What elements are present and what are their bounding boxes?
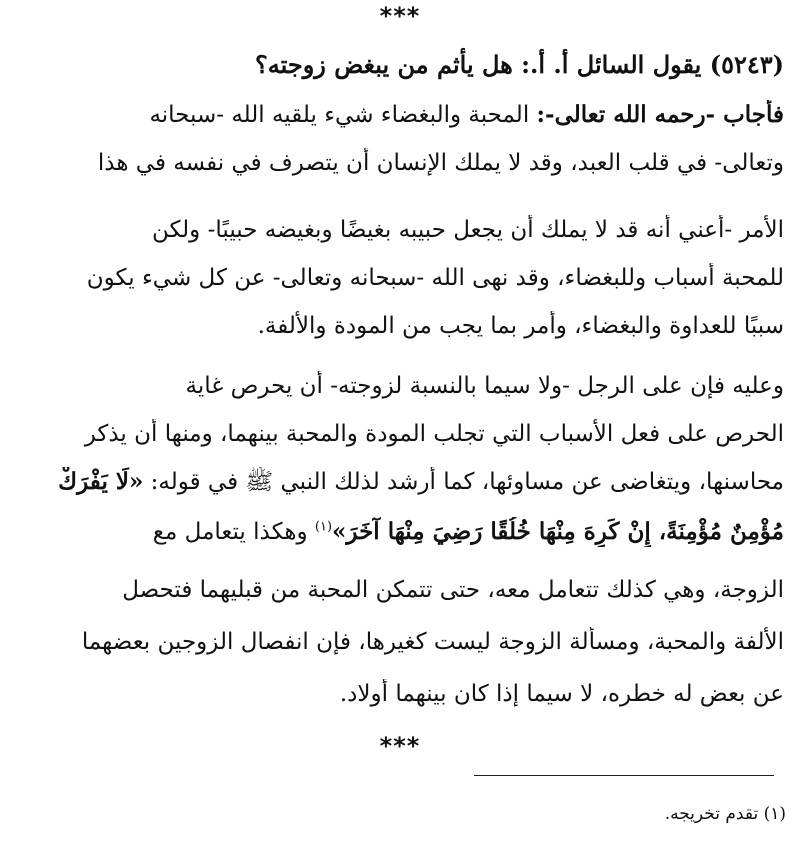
answer-line-12: عن بعض له خطره، لا سيما إذا كان بينهما أولاد. <box>339 681 784 707</box>
answer-line-1 <box>16 100 784 130</box>
hadith-text: مُؤْمِنٌ مُؤْمِنَةً، إِنْ كَرِهَ مِنْهَا خُلُقًا رَضِيَ مِنْهَا آخَرَ» <box>332 518 784 545</box>
answer-text: وهكذا يتعامل مع <box>152 519 308 545</box>
answer-text: محاسنها، ويتغاضى عن مساوئها، كما أرشد لذلك النبي ﷺ في قوله: <box>150 469 784 495</box>
answer-line-9 <box>16 517 784 547</box>
answer-text: المحبة والبغضاء شيء يلقيه الله -سبحانه <box>149 102 530 128</box>
footnote: (١) تقدم تخريجه. <box>664 804 786 824</box>
footnote-divider <box>474 775 774 776</box>
answer-line-11: الألفة والمحبة، ومسألة الزوجة ليست كغيرها، فإن انفصال الزوجين بعضهما <box>81 629 784 655</box>
question-text: هل يأثم من يبغض زوجته؟ <box>255 50 513 79</box>
answer-line-8 <box>16 467 784 497</box>
question-number: (٥٢٤٣) <box>709 50 784 79</box>
answer-line-3: الأمر -أعني أنه قد لا يملك أن يجعل حبيبه بغيضًا وبغيضه حبيبًا- ولكن <box>151 217 784 243</box>
answer-line-2: وتعالى- في قلب العبد، وقد لا يملك الإنسان أن يتصرف في نفسه في هذا <box>97 150 784 176</box>
answer-line-6: وعليه فإن على الرجل -ولا سيما بالنسبة لزوجته- أن يحرص غاية <box>185 373 784 399</box>
answer-line-4: للمحبة أسباب وللبغضاء، وقد نهى الله -سبحانه وتعالى- عن كل شيء يكون <box>86 265 784 291</box>
answer-line-5: سببًا للعداوة والبغضاء، وأمر بما يجب من المودة والألفة. <box>257 313 784 339</box>
hadith-start: «لَا يَفْرَكْ <box>58 468 144 495</box>
section-separator-top: *** <box>379 2 421 30</box>
question-asker: يقول السائل أ. أ.: <box>521 50 702 79</box>
question-line <box>16 50 784 80</box>
answer-line-10: الزوجة، وهي كذلك تتعامل معه، حتى تتمكن المحبة من قبليهما فتحصل <box>122 577 784 603</box>
section-separator-bottom: *** <box>379 732 421 760</box>
footnote-ref: (١) <box>314 519 333 535</box>
answer-intro: فأجاب -رحمه الله تعالى-: <box>536 101 784 128</box>
answer-line-7: الحرص على فعل الأسباب التي تجلب المودة والمحبة بينهما، ومنها أن يذكر <box>84 421 784 447</box>
